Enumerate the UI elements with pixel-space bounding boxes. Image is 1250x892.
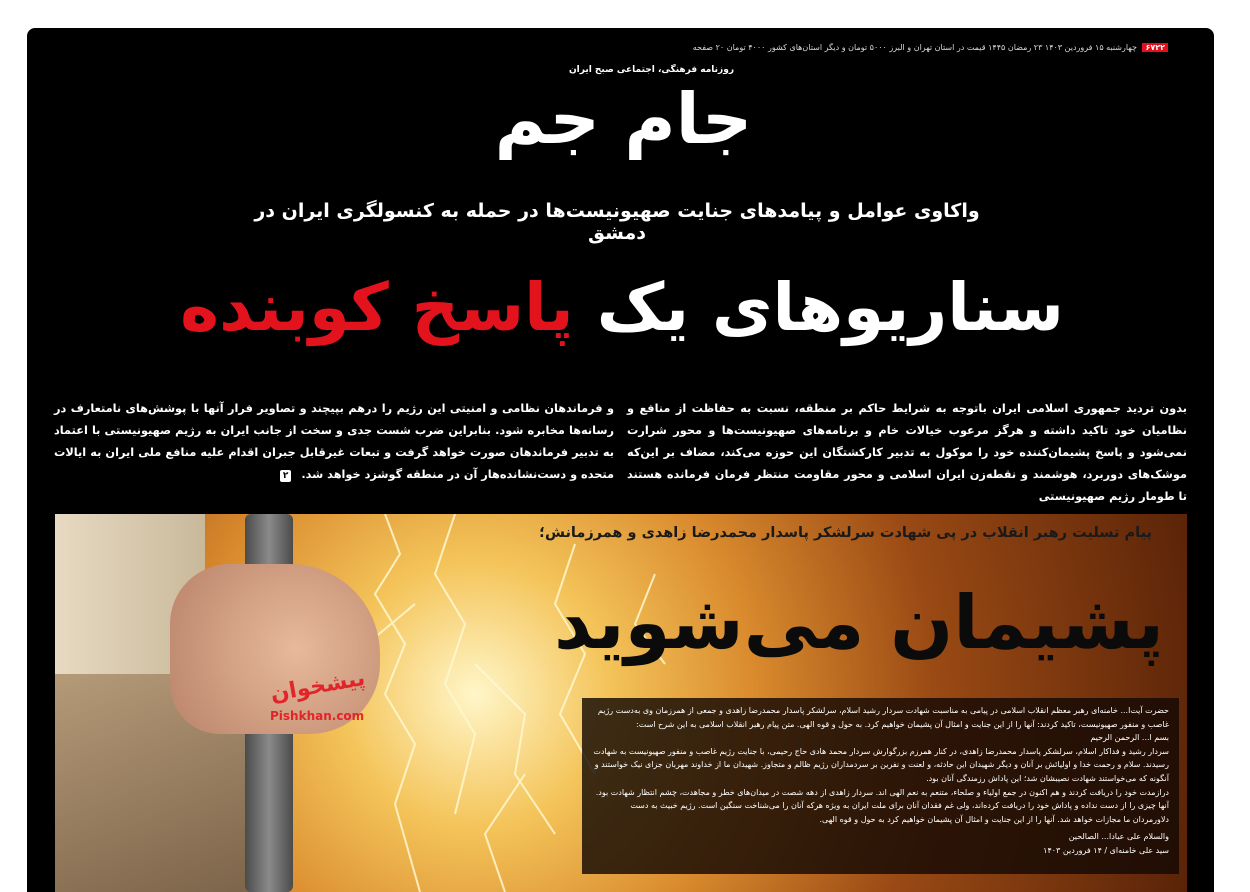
masthead-logo (407, 76, 840, 162)
masthead-text: جام جم (494, 78, 753, 160)
lead-headline (77, 258, 1167, 358)
headline-white: سناریوهای یک (596, 269, 1064, 346)
tagline: روزنامه فرهنگی، اجتماعی صبح ایران (568, 65, 734, 75)
watermark-url: Pishkhan.com (270, 709, 365, 723)
page-reference-badge: ۲ (280, 470, 292, 482)
message-signoff: والسلام علی عبادا... الصالحین (1068, 832, 1169, 842)
feature-kicker: پیام تسلیت رهبر انقلاب در پی شهادت سرلشکر پاسدار محمدرضا زاهدی و همرزمانش؛ (539, 525, 1152, 541)
message-signature: سید علی خامنه‌ای / ۱۴ فروردین ۱۴۰۳ (1043, 845, 1169, 855)
headline-red: پاسخ کوبنده (180, 269, 574, 346)
lead-column-right: بدون تردید جمهوری اسلامی ایران باتوجه به شرایط حاکم بر منطقه، نسبت به حفاظت از منافع و نظامیان خود تاکید داشته و هرگز مرعوب خیالات خام و برنامه‌های صهیونیست‌ها و محور شرارت نمی‌شود و پاسخ پشیمان‌کننده خود را موکول به تدبیر کارکشتگان این حوزه می‌کند، مضاف بر این‌که موشک‌های دوربرد، هوشمند و نقطه‌زن ایران اسلامی و محور مقاومت منتظر فرمان فرمانده هستند تا طومار رژیم صهیونیستی (627, 402, 1187, 503)
lead-column-left (54, 398, 614, 486)
watermark-logo: پیشخوان (268, 665, 368, 708)
message-paragraph: درازمدت خود را دریافت کردند و هم اکنون در جمع اولیاء و صلحاء، متنعم به نعم الهی اند. سردار زاهدی از دهه شصت در میدان‌های خطر و مجاهدت، چشم انتظار شهادت بود. آنها چیزی را از دست نداده و پاداش خود را دریافت کرده‌اند، ولی غم فقدان آنان برای ملت ایران به ویژه هرکه آنان را می‌شناخت سنگین است. رژیم خبیث به دست دلاورمردان ما مجازات خواهد شد. آنها را از این جنایت و امثال آن پشیمان خواهیم کرد به حول و قوه الهی. (595, 787, 1169, 824)
feature-title: پشیمان می‌شوید (554, 580, 1164, 666)
message-paragraph: بسم ا... الرحمن الرحیم (1090, 733, 1169, 743)
leader-message (582, 698, 1179, 874)
date-text: چهارشنبه ۱۵ فروردین ۱۴۰۳ ۲۳ رمضان ۱۴۴۵ قیمت در استان تهران و البرز ۵۰۰۰ تومان و دیگر استان‌های کشور ۴۰۰۰ تومان ۲۰ صفحه (692, 43, 1137, 52)
message-paragraph: سردار رشید و فداکار اسلام، سرلشکر پاسدار محمدرضا زاهدی، در کنار همرزم بزرگوارش سردار محمد هادی حاج رحیمی، با جنایت رژیم غاصب و منفور صهیونیست به شهادت رسیدند. سلام و رحمت خدا و اولیائش بر آنان و دیگر شهیدان این حادثه، و لعنت و نفرین بر سردمداران رژیم ظالم و متجاوز. شهیدان ما از خداوند مهربان جزای نیک خواستند و آنگونه که می‌خواستند شهادت نصیبشان شد؛ این پاداش رزمندگی آنان بود. (593, 746, 1169, 783)
front-page (27, 28, 1214, 892)
lead-column-left-text: و فرماندهان نظامی و امنیتی این رژیم را درهم بپیچند و تصاویر فرار آنها با پوشش‌های نامتعارف در رسانه‌ها مخابره شود. بنابراین ضرب شست جدی و سخت از جانب ایران به رژیم صهیونیستی با اعتماد به تدبیر فرماندهان صورت خواهد گرفت و تبعات غیرقابل جبران اقدام علیه منافع ملی ایران به ایالات متحده و دست‌نشانده‌هار آن در منطقه گوشزد خواهد شد. (54, 402, 614, 481)
message-paragraph: حضرت آیت‌ا... خامنه‌ای رهبر معظم انقلاب اسلامی در پیامی به مناسبت شهادت سردار رشید اسلام، سرلشکر پاسدار محمدرضا زاهدی و جمعی از همرزمان وی به‌دست رژیم غاصب و منفور صهیونیست، تاکید کردند: آنها را از این جنایت و امثال آن پشیمان خواهیم کرد. به حول و قوه الهی. متن پیام رهبر انقلاب اسلامی به این شرح است: (597, 706, 1169, 729)
issue-number: ۶۷۲۲ (1142, 43, 1168, 52)
date-line (693, 43, 1168, 52)
lead-kicker: واکاوی عوامل و پیامدهای جنایت صهیونیست‌ها در حمله به کنسولگری ایران در دمشق (254, 200, 980, 244)
